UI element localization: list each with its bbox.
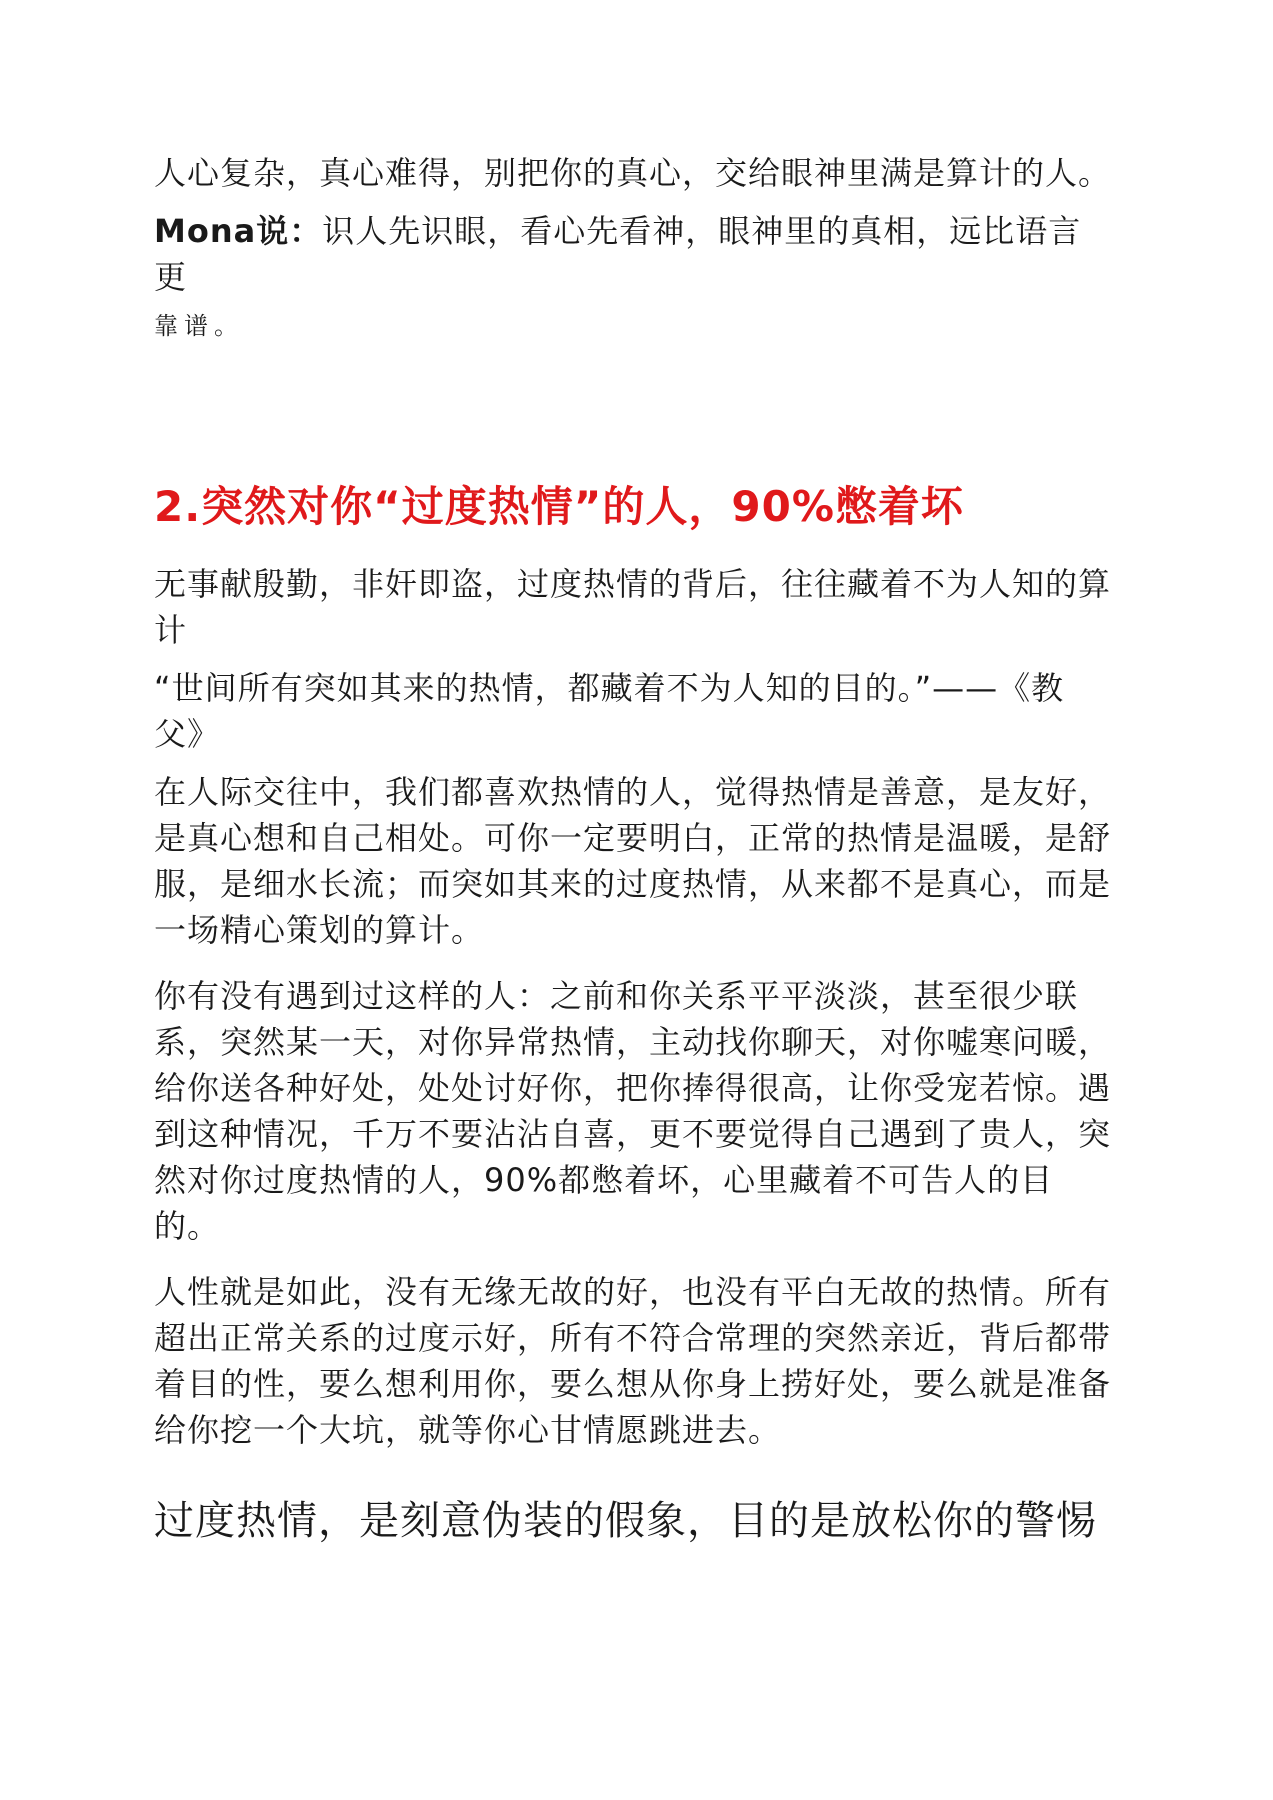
section-paragraph-3: 你有没有遇到过这样的人：之前和你关系平平淡淡，甚至很少联系，突然某一天，对你异常热情，主动找你聊天，对你嘘寒问暖，给你送各种好处，处处讨好你，把你捧得很高，让你受宠若惊。遇到这种情况，千万不要沾沾自喜，更不要觉得自己遇到了贵人，突然对你过度热情的人，90%都憋着坏，心里藏着不可告人的目的。 <box>154 977 1112 1245</box>
note-tail: 靠谱。 <box>154 312 244 340</box>
note-body: 识人先识眼，看心先看神，眼神里的真相，远比语言更 <box>154 212 1082 296</box>
mona-note <box>154 208 1114 349</box>
section-paragraph-1: 无事献殷勤，非奸即盗，过度热情的背后，往往藏着不为人知的算计 <box>154 565 1112 649</box>
section-title: 2.突然对你“过度热情”的人，90%憋着坏 <box>154 482 964 531</box>
article-page <box>154 150 1114 1549</box>
sub-heading: 过度热情，是刻意伪装的假象，目的是放松你的警惕 <box>154 1498 1097 1544</box>
section-quote: “世间所有突如其来的热情，都藏着不为人知的目的。”——《教父》 <box>154 669 1065 753</box>
section-paragraph-4: 人性就是如此，没有无缘无故的好，也没有平白无故的热情。所有超出正常关系的过度示好，所有不符合常理的突然亲近，背后都带着目的性，要么想利用你，要么想从你身上捞好处，要么就是准备给你挖一个大坑，就等你心甘情愿跳进去。 <box>154 1273 1112 1449</box>
intro-paragraph: 人心复杂，真心难得，别把你的真心，交给眼神里满是算计的人。 <box>154 154 1112 192</box>
note-lead: Mona说： <box>154 212 323 250</box>
section-paragraph-2: 在人际交往中，我们都喜欢热情的人，觉得热情是善意，是友好，是真心想和自己相处。可你一定要明白，正常的热情是温暖，是舒服，是细水长流；而突如其来的过度热情，从来都不是真心，而是一场精心策划的算计。 <box>154 773 1112 949</box>
